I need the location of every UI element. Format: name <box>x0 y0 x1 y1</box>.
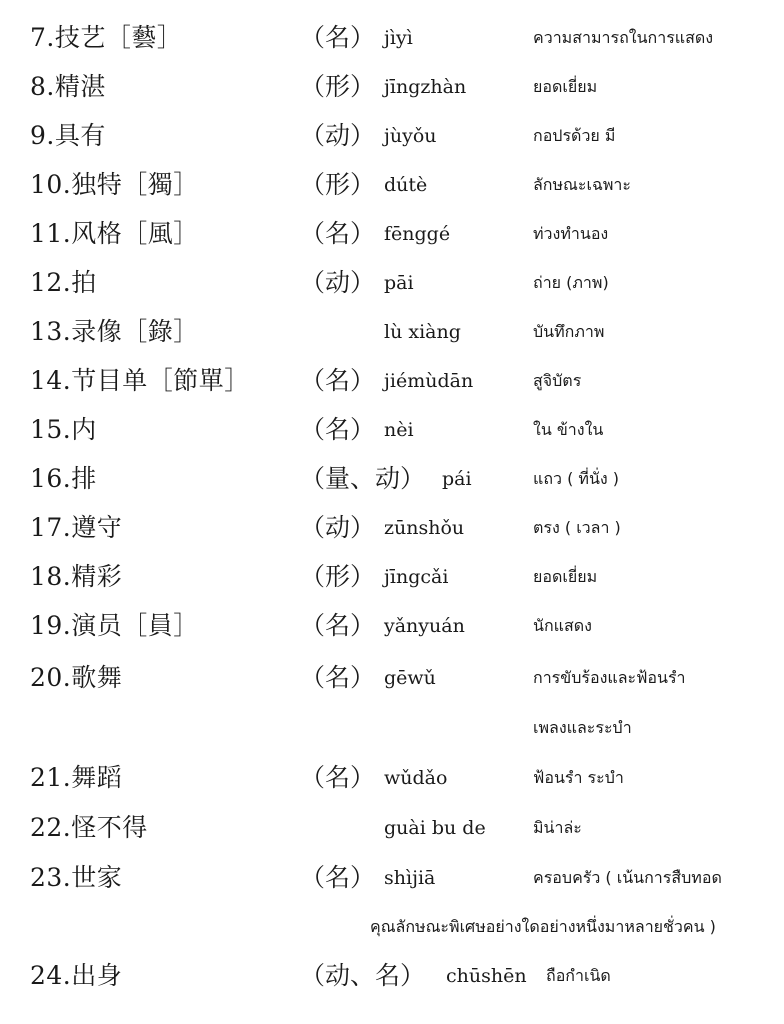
thai-meaning: ความสามารถในการแสดง <box>533 28 714 47</box>
pinyin: guài bu de <box>384 817 486 839</box>
pinyin: wǔdǎo <box>384 767 448 789</box>
thai-meaning: ครอบครัว ( เน้นการสืบทอด <box>533 868 722 887</box>
chinese-word: 8.精湛 <box>30 72 106 101</box>
vocab-entry <box>0 312 784 352</box>
vocab-entry <box>0 956 784 996</box>
vocab-entry <box>0 67 784 107</box>
thai-meaning: ตรง ( เวลา ) <box>533 518 621 537</box>
thai-meaning-continuation: คุณลักษณะพิเศษอย่างใดอย่างหนึ่งมาหลายชั่วคน ) <box>370 917 716 936</box>
thai-meaning: การขับร้องและฟ้อนรำ <box>533 668 686 687</box>
thai-meaning: ฟ้อนรำ ระบำ <box>533 768 624 787</box>
thai-meaning: ถือกำเนิด <box>546 966 611 985</box>
vocab-entry <box>0 858 784 898</box>
part-of-speech: （动） <box>300 513 376 542</box>
part-of-speech: （名） <box>300 663 376 692</box>
part-of-speech: （动） <box>300 268 376 297</box>
pinyin: gēwǔ <box>384 667 436 689</box>
thai-meaning: นักแสดง <box>533 616 592 635</box>
thai-meaning: ท่วงทำนอง <box>533 224 609 243</box>
chinese-word: 13.录像［錄］ <box>30 317 199 346</box>
pinyin: jìyì <box>384 27 413 49</box>
pinyin: chūshēn <box>446 965 527 987</box>
pinyin: fēnggé <box>384 223 451 245</box>
thai-meaning: แถว ( ที่นั่ง ) <box>533 469 620 488</box>
part-of-speech: （动、名） <box>300 961 426 990</box>
thai-meaning: ยอดเยี่ยม <box>533 77 598 96</box>
vocab-entry <box>0 410 784 450</box>
part-of-speech: （形） <box>300 170 376 199</box>
thai-meaning-continuation: เพลงและระบำ <box>533 718 632 737</box>
pinyin: zūnshǒu <box>384 517 465 539</box>
pinyin: yǎnyuán <box>384 615 465 637</box>
pinyin: pái <box>442 468 472 490</box>
vocab-entry <box>0 165 784 205</box>
pinyin: pāi <box>384 272 414 294</box>
thai-meaning: ลักษณะเฉพาะ <box>533 175 631 194</box>
pinyin: dútè <box>384 174 428 196</box>
chinese-word: 19.演员［員］ <box>30 611 199 640</box>
pinyin: lù xiàng <box>384 321 461 343</box>
chinese-word: 10.独特［獨］ <box>30 170 199 199</box>
chinese-word: 21.舞蹈 <box>30 763 123 792</box>
thai-meaning: สูจิบัตร <box>533 371 582 390</box>
chinese-word: 22.怪不得 <box>30 813 148 842</box>
part-of-speech: （形） <box>300 562 376 591</box>
vocab-entry <box>0 18 784 58</box>
chinese-word: 17.遵守 <box>30 513 123 542</box>
part-of-speech: （名） <box>300 366 376 395</box>
chinese-word: 20.歌舞 <box>30 663 123 692</box>
part-of-speech: （名） <box>300 219 376 248</box>
pinyin: shìjiā <box>384 867 436 889</box>
vocab-entry <box>0 459 784 499</box>
thai-meaning: ใน ข้างใน <box>533 420 604 439</box>
vocab-entry <box>0 263 784 303</box>
vocab-entry <box>0 808 784 848</box>
part-of-speech: （名） <box>300 415 376 444</box>
thai-meaning: ยอดเยี่ยม <box>533 567 598 586</box>
vocab-entry <box>0 658 784 698</box>
pinyin: jiémùdān <box>384 370 474 392</box>
part-of-speech: （名） <box>300 863 376 892</box>
thai-meaning: มิน่าล่ะ <box>533 818 582 837</box>
chinese-word: 12.拍 <box>30 268 97 297</box>
pinyin: jùyǒu <box>384 125 437 147</box>
chinese-word: 11.风格［風］ <box>30 219 199 248</box>
chinese-word: 9.具有 <box>30 121 106 150</box>
pinyin: jīngcǎi <box>384 566 449 588</box>
part-of-speech: （名） <box>300 23 376 52</box>
chinese-word: 15.内 <box>30 415 97 444</box>
chinese-word: 7.技艺［藝］ <box>30 23 183 52</box>
vocab-entry <box>0 508 784 548</box>
part-of-speech: （形） <box>300 72 376 101</box>
thai-meaning: ถ่าย (ภาพ) <box>533 273 609 292</box>
pinyin: nèi <box>384 419 414 441</box>
chinese-word: 24.出身 <box>30 961 123 990</box>
thai-meaning: บันทึกภาพ <box>533 322 605 341</box>
chinese-word: 23.世家 <box>30 863 123 892</box>
vocab-entry <box>0 557 784 597</box>
vocab-entry <box>0 606 784 646</box>
chinese-word: 16.排 <box>30 464 97 493</box>
vocab-entry <box>0 116 784 156</box>
pinyin: jīngzhàn <box>384 76 467 98</box>
chinese-word: 18.精彩 <box>30 562 123 591</box>
part-of-speech: （名） <box>300 611 376 640</box>
thai-meaning: กอปรด้วย มี <box>533 126 616 145</box>
vocab-entry <box>0 361 784 401</box>
chinese-word: 14.节目单［節單］ <box>30 366 250 395</box>
vocab-entry <box>0 214 784 254</box>
part-of-speech: （动） <box>300 121 376 150</box>
vocab-entry <box>0 758 784 798</box>
part-of-speech: （名） <box>300 763 376 792</box>
part-of-speech: （量、动） <box>300 464 426 493</box>
